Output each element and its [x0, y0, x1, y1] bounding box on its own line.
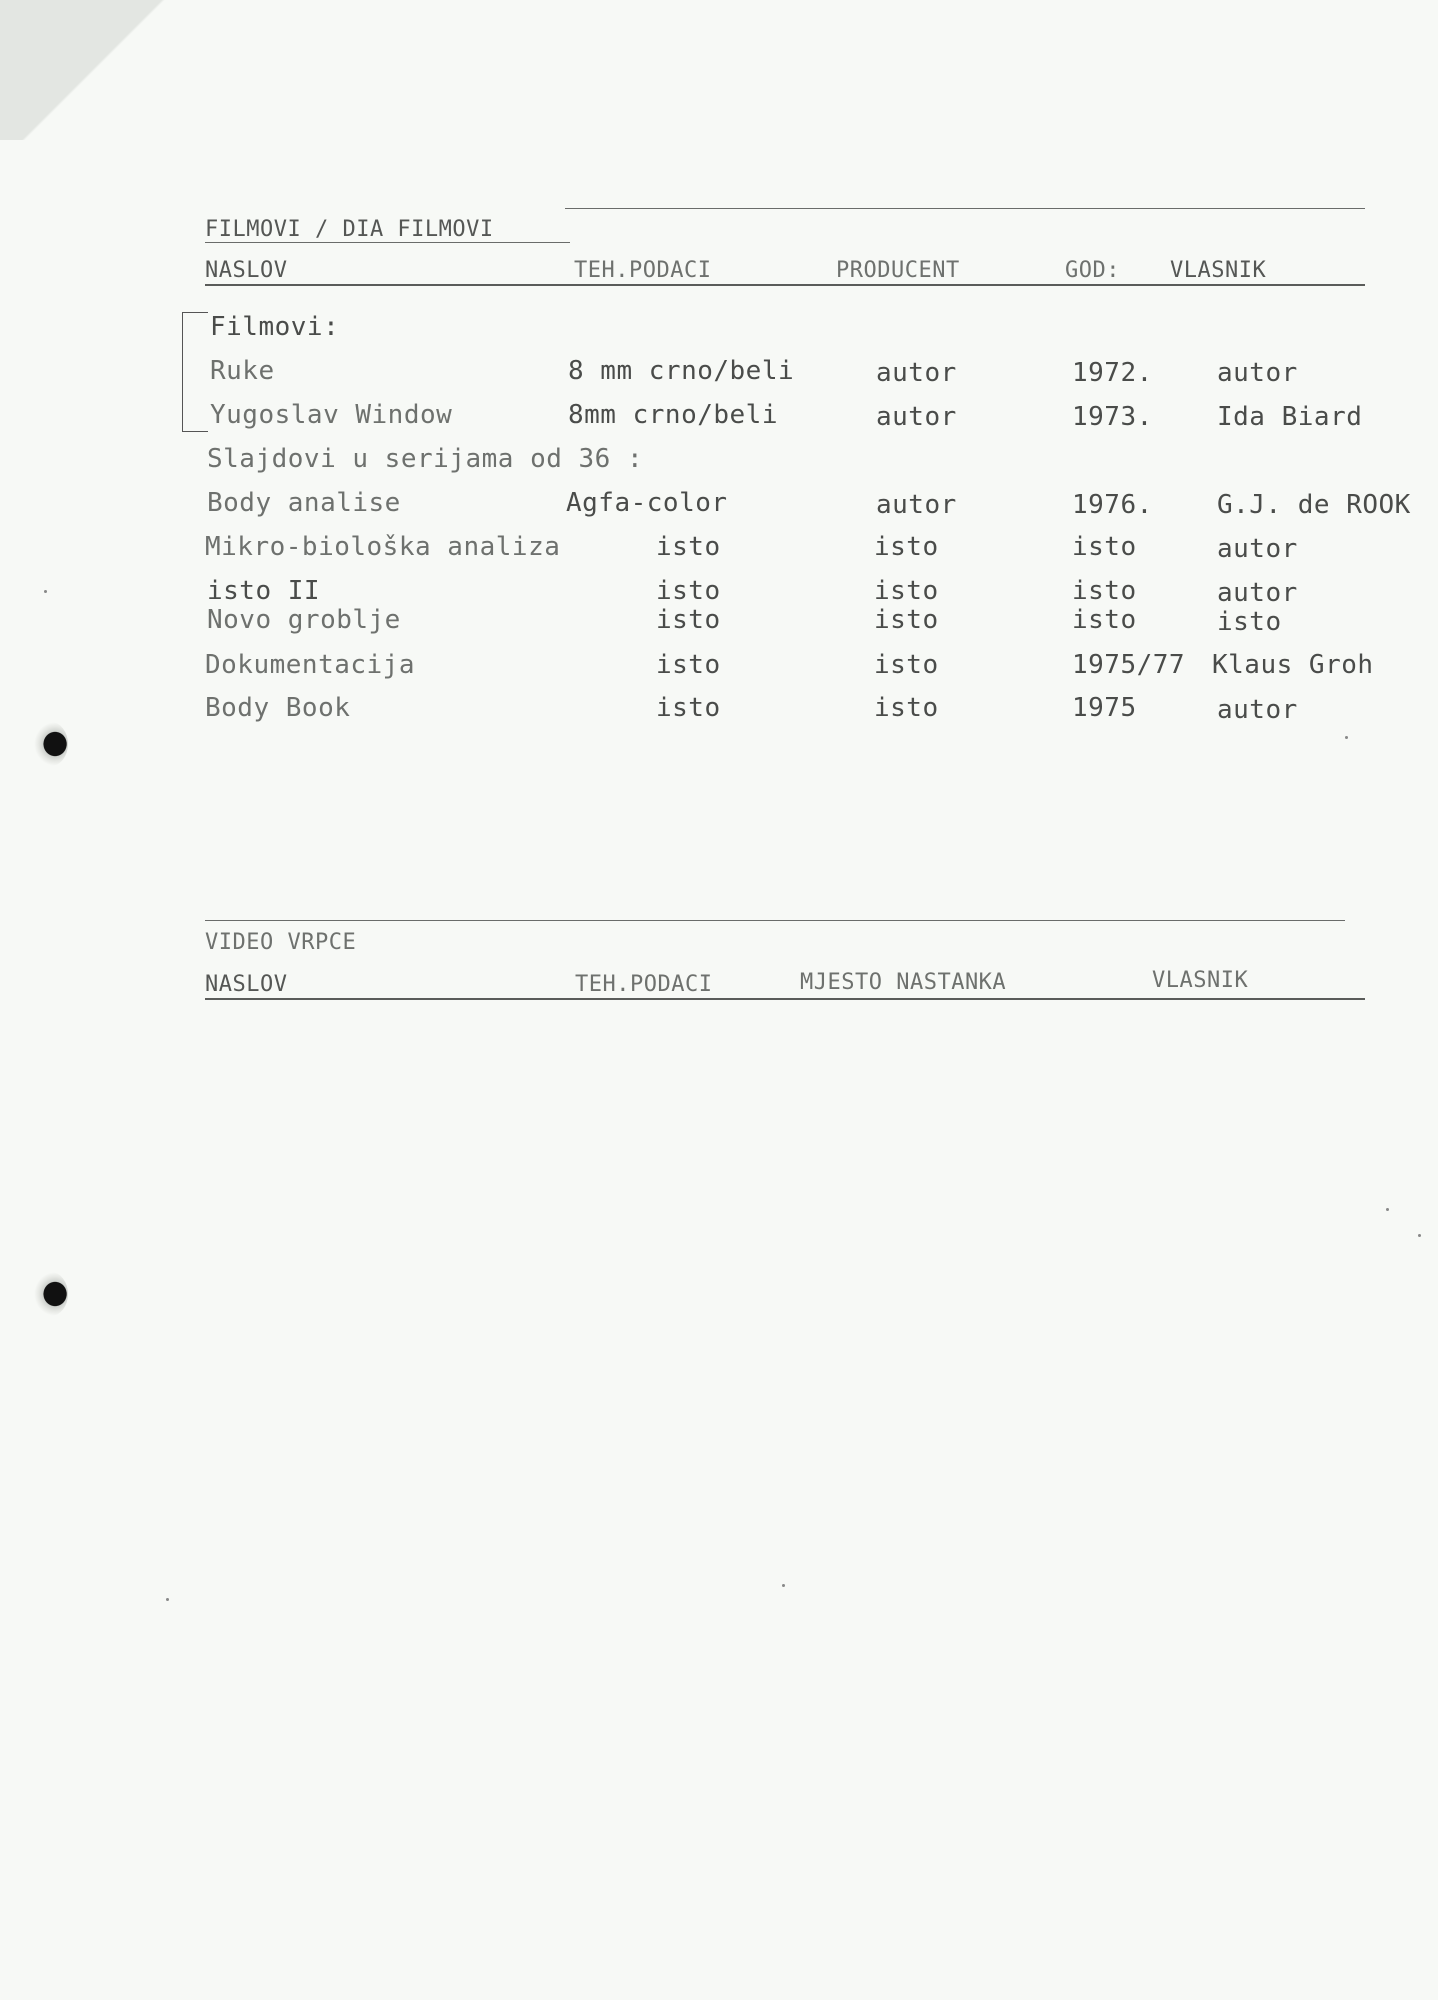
- row-producent: isto: [874, 693, 939, 723]
- row-producent: isto: [874, 605, 939, 635]
- punch-hole-top: [34, 722, 68, 766]
- row-producent: isto: [874, 532, 939, 562]
- row-vlasnik: Ida Biard: [1217, 402, 1363, 432]
- col-teh-podaci: TEH.PODACI: [574, 258, 712, 283]
- paper-speck: [1345, 736, 1348, 739]
- row-producent: isto: [874, 576, 939, 606]
- row-producent: autor: [876, 490, 957, 520]
- group-label-slajdovi: Slajdovi u serijama od 36 :: [207, 444, 644, 474]
- row-title: Yugoslav Window: [210, 400, 453, 430]
- row-vlasnik: autor: [1217, 534, 1298, 564]
- col-producent: PRODUCENT: [836, 258, 960, 283]
- folded-corner: [0, 0, 190, 140]
- films-title-underline: [205, 242, 570, 243]
- video-col-mjesto: MJESTO NASTANKA: [800, 970, 1007, 995]
- films-section-title: FILMOVI / DIA FILMOVI: [205, 217, 494, 242]
- row-teh: Agfa-color: [566, 488, 728, 518]
- films-bracket: [182, 312, 193, 432]
- films-header-rule: [205, 284, 1365, 286]
- row-title: Dokumentacija: [205, 650, 415, 680]
- row-teh: 8 mm crno/beli: [568, 356, 795, 386]
- row-god: 1975/77: [1072, 650, 1186, 680]
- paper-speck: [166, 1598, 169, 1601]
- row-title: Ruke: [210, 356, 275, 386]
- row-teh: isto: [656, 693, 721, 723]
- col-vlasnik: VLASNIK: [1170, 258, 1267, 283]
- paper-speck: [1386, 1208, 1389, 1211]
- video-col-naslov: NASLOV: [205, 972, 288, 997]
- row-god: isto: [1072, 576, 1137, 606]
- row-vlasnik: autor: [1217, 695, 1298, 725]
- video-col-teh-podaci: TEH.PODACI: [575, 972, 713, 997]
- row-producent: autor: [876, 358, 957, 388]
- row-teh: isto: [656, 532, 721, 562]
- video-col-vlasnik: VLASNIK: [1152, 968, 1249, 993]
- row-teh: 8mm crno/beli: [568, 400, 778, 430]
- row-vlasnik: autor: [1217, 578, 1298, 608]
- punch-hole-bottom: [34, 1272, 68, 1316]
- row-vlasnik: isto: [1217, 607, 1282, 637]
- row-producent: autor: [876, 402, 957, 432]
- paper-speck: [44, 590, 47, 593]
- row-teh: isto: [656, 650, 721, 680]
- paper-speck: [1418, 1234, 1421, 1237]
- row-vlasnik: Klaus Groh: [1212, 650, 1374, 680]
- row-god: isto: [1072, 605, 1137, 635]
- row-title: Body analise: [207, 488, 401, 518]
- row-god: 1976.: [1072, 490, 1153, 520]
- paper-speck: [782, 1584, 785, 1587]
- row-title: Mikro-biološka analiza: [205, 532, 561, 562]
- row-god: isto: [1072, 532, 1137, 562]
- video-top-rule: [205, 920, 1345, 921]
- row-vlasnik: autor: [1217, 358, 1298, 388]
- row-teh: isto: [656, 605, 721, 635]
- row-vlasnik: G.J. de ROOK: [1217, 490, 1411, 520]
- col-naslov: NASLOV: [205, 258, 288, 283]
- col-god: GOD:: [1065, 258, 1120, 283]
- group-label-filmovi: Filmovi:: [210, 312, 340, 342]
- video-header-rule: [205, 998, 1365, 1000]
- row-god: 1975: [1072, 693, 1137, 723]
- video-section-title: VIDEO VRPCE: [205, 930, 357, 955]
- row-teh: isto: [656, 576, 721, 606]
- row-title: isto II: [207, 576, 321, 606]
- row-producent: isto: [874, 650, 939, 680]
- row-god: 1973.: [1072, 402, 1153, 432]
- films-top-rule: [565, 208, 1365, 209]
- row-god: 1972.: [1072, 358, 1153, 388]
- row-title: Novo groblje: [207, 605, 401, 635]
- row-title: Body Book: [205, 693, 351, 723]
